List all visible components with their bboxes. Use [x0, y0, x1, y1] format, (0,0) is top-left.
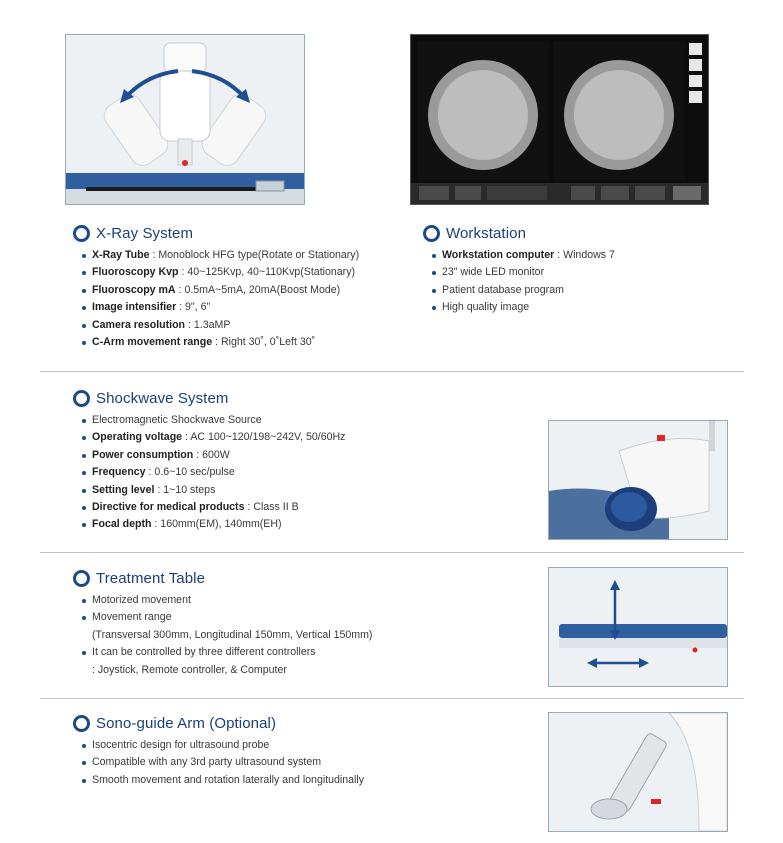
section-divider [40, 371, 744, 372]
xray-system-title: X-Ray System [96, 225, 194, 242]
treatment-table-photo [548, 567, 728, 687]
list-item: Fluoroscopy mA : 0.5mA~5mA, 20mA(Boost Mode) [81, 282, 359, 299]
list-item: It can be controlled by three different controllers [81, 644, 372, 661]
list-item: Motorized movement [81, 592, 372, 609]
list-item: Directive for medical products : Class II B [81, 499, 345, 516]
list-item: Movement range [81, 609, 372, 626]
xray-spec-list [81, 247, 359, 351]
shockwave-system-title: Shockwave System [96, 390, 229, 407]
list-item: X-Ray Tube : Monoblock HFG type(Rotate or Stationary) [81, 247, 359, 264]
section-bullet-icon [73, 715, 90, 732]
treatment-table-heading [73, 570, 205, 587]
workstation-heading [423, 225, 526, 242]
sono-guide-arm-heading [73, 715, 276, 732]
sono-guide-arm-title: Sono-guide Arm (Optional) [96, 715, 277, 732]
section-bullet-icon [73, 570, 90, 587]
list-item: Power consumption : 600W [81, 447, 345, 464]
list-item: Setting level : 1~10 steps [81, 482, 345, 499]
list-item: Frequency : 0.6~10 sec/pulse [81, 464, 345, 481]
xray-system-heading [73, 225, 193, 242]
list-item: Camera resolution : 1.3aMP [81, 317, 359, 334]
list-item: 23" wide LED monitor [431, 264, 615, 281]
section-bullet-icon [423, 225, 440, 242]
list-item: : Joystick, Remote controller, & Computer [92, 663, 287, 676]
list-item: Fluoroscopy Kvp : 40~125Kvp, 40~110Kvp(Stationary) [81, 264, 359, 281]
workstation-title: Workstation [446, 225, 527, 242]
list-item: Focal depth : 160mm(EM), 140mm(EH) [81, 516, 345, 533]
treatment-table-title: Treatment Table [96, 570, 206, 587]
list-item: Patient database program [431, 282, 615, 299]
xray-system-photo [65, 34, 305, 205]
list-item: Compatible with any 3rd party ultrasound system [81, 754, 364, 771]
list-item: Isocentric design for ultrasound probe [81, 737, 364, 754]
workstation-spec-list [431, 247, 615, 317]
shockwave-source-photo [548, 420, 728, 540]
workstation-monitor-photo [410, 34, 709, 205]
sono-guide-arm-photo [548, 712, 728, 832]
list-item: Smooth movement and rotation laterally and longitudinally [81, 772, 364, 789]
list-item: Operating voltage : AC 100~120/198~242V, 50/60Hz [81, 429, 345, 446]
treatment-table-spec-list [81, 592, 372, 679]
list-item: Image intensifier : 9", 6" [81, 299, 359, 316]
list-item: C-Arm movement range : Right 30˚, 0˚Left 30˚ [81, 334, 359, 351]
section-bullet-icon [73, 225, 90, 242]
list-item: (Transversal 300mm, Longitudinal 150mm, Vertical 150mm) [92, 628, 373, 641]
list-item: Electromagnetic Shockwave Source [81, 412, 345, 429]
sono-guide-arm-spec-list [81, 737, 364, 789]
section-divider [40, 698, 744, 699]
shockwave-system-heading [73, 390, 228, 407]
section-bullet-icon [73, 390, 90, 407]
list-item: High quality image [431, 299, 615, 316]
section-divider [40, 552, 744, 553]
shockwave-spec-list [81, 412, 345, 534]
list-item: Workstation computer : Windows 7 [431, 247, 615, 264]
